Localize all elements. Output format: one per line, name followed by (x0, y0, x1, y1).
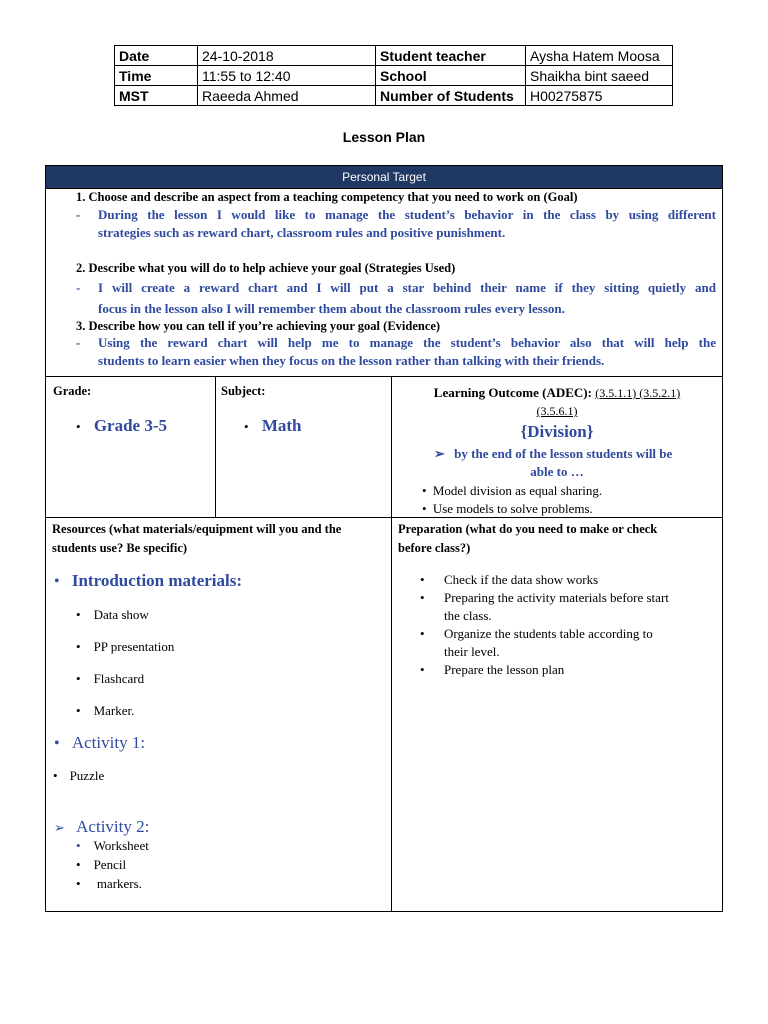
subject-label: Subject: (221, 384, 266, 398)
strategies-answer-line-1: I will create a reward chart and I will put a star behind their name if they sitting quietly and (98, 280, 716, 295)
preparation-label: Preparation (what do you need to make or check before class?) (398, 522, 658, 555)
activity-1-item: • Puzzle (53, 768, 105, 783)
evidence-answer-line-2: students to learn easier when they focus on the lesson rather than talking with their friends. (98, 353, 605, 368)
bullet-icon: • (244, 419, 249, 434)
activity-1-heading: • Activity 1: (54, 733, 146, 752)
lesson-plan-table (45, 165, 723, 912)
divider (46, 517, 722, 518)
evidence-answer-line-1: Using the reward chart will help me to manage the student’s behavior also that will help the (98, 335, 716, 350)
dash-marker: - (76, 335, 81, 350)
evidence-question: 3. Describe how you can tell if you’re achieving your goal (Evidence) (76, 319, 441, 333)
resource-item: • Flashcard (76, 671, 145, 686)
preparation-item: • Preparing the activity materials before start the class. (420, 590, 669, 623)
info-row-mst (115, 86, 673, 106)
learning-outcome-header (392, 384, 722, 420)
bullet-icon: • (54, 573, 60, 590)
arrow-icon: ➢ (54, 820, 65, 835)
activity-2-heading: ➢ Activity 2: (54, 817, 150, 836)
outcome-codes-2: (3.5.6.1) (536, 404, 578, 418)
bullet-icon: • (420, 590, 425, 605)
subject-value: Math (261, 416, 302, 435)
bullet-icon: • (420, 626, 425, 641)
time-label: Time (115, 66, 198, 86)
bullet-icon: • (76, 703, 81, 718)
divider (215, 376, 216, 517)
bullet-icon: • (76, 857, 81, 872)
goal-answer-line-1: During the lesson I would like to manage the student’s behavior in the class by using different (98, 207, 716, 222)
divider (46, 188, 722, 189)
preparation-item: • Organize the students table according to their level. (420, 626, 653, 659)
time-value: 11:55 to 12:40 (198, 66, 376, 86)
dash-marker: - (76, 280, 81, 295)
grade-value: Grade 3-5 (93, 416, 167, 435)
page-title: Lesson Plan (342, 129, 426, 145)
grade-item (76, 416, 167, 436)
personal-target-header: Personal Target (46, 166, 722, 188)
number-of-students-label: Number of Students (376, 86, 526, 106)
goal-answer (76, 206, 716, 242)
bullet-icon: • (76, 876, 81, 891)
outcome-item: • Use models to solve problems. (422, 501, 593, 516)
bullet-icon: • (76, 419, 81, 434)
activity-2-item: • Worksheet (76, 838, 149, 853)
resource-item: • Data show (76, 607, 149, 622)
strategies-answer-line-2: focus in the lesson also I will remember them about the classroom rules every lesson. (98, 301, 565, 316)
outcome-intro-line-1: ➢ by the end of the lesson students will be (434, 446, 673, 461)
strategies-question: 2. Describe what you will do to help achieve your goal (Strategies Used) (76, 261, 456, 275)
bullet-icon: • (76, 607, 81, 622)
arrow-icon: ➢ (434, 446, 445, 461)
bullet-icon: • (53, 768, 58, 783)
student-teacher-label: Student teacher (376, 46, 526, 66)
bullet-icon: • (76, 671, 81, 686)
strategies-answer (76, 277, 716, 319)
preparation-item: • Check if the data show works (420, 572, 599, 587)
bullet-icon: • (76, 838, 81, 853)
activity-2-item: • markers. (76, 876, 142, 891)
divider (391, 376, 392, 911)
school-value: Shaikha bint saeed (526, 66, 673, 86)
student-teacher-value: Aysha Hatem Moosa (526, 46, 673, 66)
bullet-icon: • (54, 735, 60, 752)
outcome-item: • Model division as equal sharing. (422, 483, 603, 498)
bullet-icon: • (422, 483, 427, 498)
dash-marker: - (76, 207, 81, 222)
grade-label: Grade: (53, 384, 92, 398)
lesson-info-table (114, 45, 673, 106)
bullet-icon: • (420, 662, 425, 677)
date-label: Date (115, 46, 198, 66)
activity-2-item: • Pencil (76, 857, 127, 872)
school-label: School (376, 66, 526, 86)
outcome-intro-line-2: able to … (530, 464, 584, 479)
goal-question: 1. Choose and describe an aspect from a teaching competency that you need to work on (Goal) (76, 190, 578, 204)
preparation-item: • Prepare the lesson plan (420, 662, 565, 677)
info-row-time (115, 66, 673, 86)
goal-answer-line-2: strategies such as reward chart, classroom rules and positive punishment. (98, 225, 506, 240)
evidence-answer (76, 334, 716, 370)
introduction-materials-heading: • Introduction materials: (54, 571, 243, 590)
info-row-date (115, 46, 673, 66)
subject-item (244, 416, 301, 436)
preparation-list (420, 571, 669, 679)
divider (46, 376, 722, 377)
resource-item: • PP presentation (76, 639, 175, 654)
mst-value: Raeeda Ahmed (198, 86, 376, 106)
mst-label: MST (115, 86, 198, 106)
resource-item: • Marker. (76, 703, 135, 718)
learning-outcome-label: Learning Outcome (ADEC): (433, 385, 592, 400)
bullet-icon: • (420, 572, 425, 587)
bullet-icon: • (76, 639, 81, 654)
number-of-students-value: H00275875 (526, 86, 673, 106)
bullet-icon: • (422, 501, 427, 516)
outcome-codes-1: (3.5.1.1) (3.5.2.1) (595, 386, 681, 400)
date-value: 24-10-2018 (198, 46, 376, 66)
resources-label: Resources (what materials/equipment will you and the students use? Be specific) (52, 522, 342, 555)
outcome-topic: {Division} (520, 422, 594, 441)
